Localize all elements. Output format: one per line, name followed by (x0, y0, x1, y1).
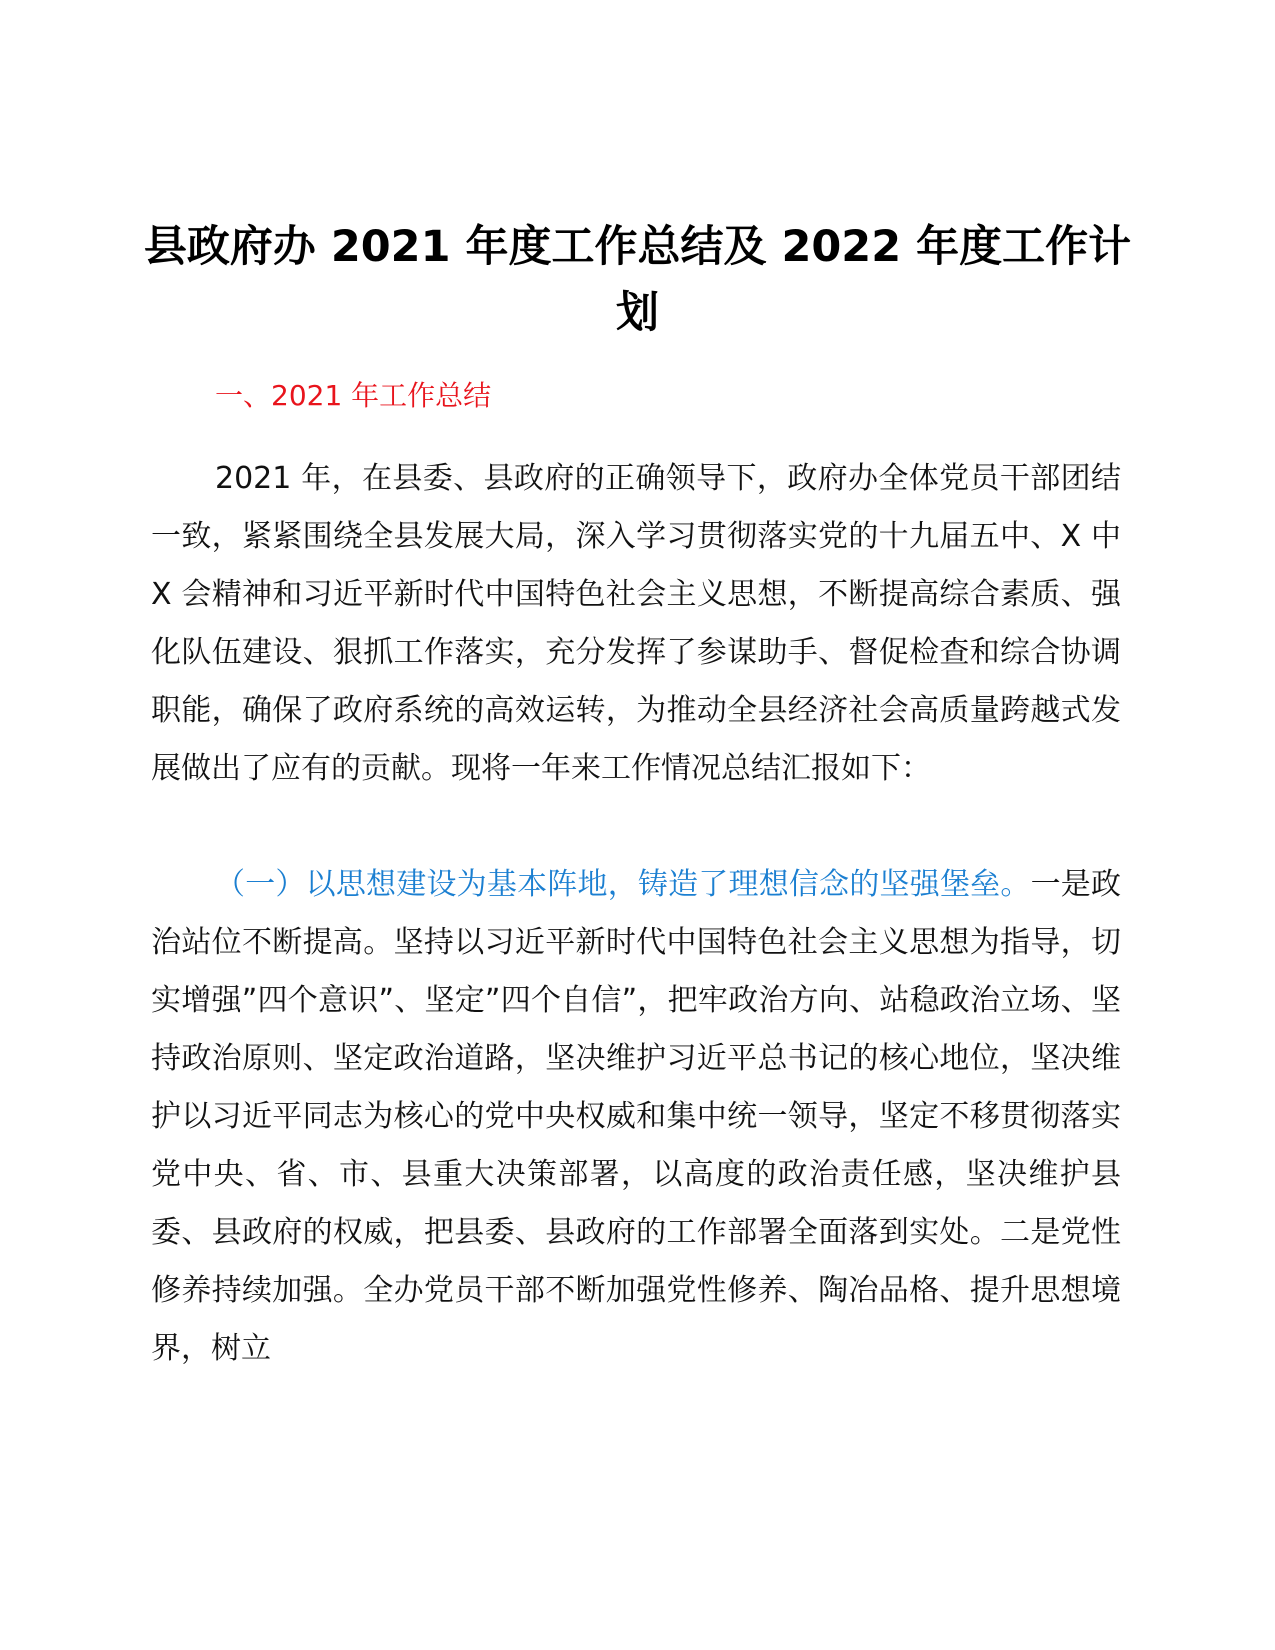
document-title: 县政府办 2021 年度工作总结及 2022 年度工作计划 (143, 222, 1132, 338)
section-heading: 一、2021 年工作总结 (215, 379, 492, 412)
intro-paragraph: 2021 年，在县委、县政府的正确领导下，政府办全体党员干部团结一致，紧紧围绕全县发展大局，深入学习贯彻落实党的十九届五中、X 中 X 会精神和习近平新时代中国特色社会主义思想，不断提高综合素质、强化队伍建设、狠抓工作落实，充分发挥了参谋助手、督促检查和综合协调职能，确保了政府系统的高效运转，为推动全县经济社会高质量跨越式发展做出了应有的贡献。现将一年来工作情况总结汇报如下： (151, 461, 1121, 786)
subsection-paragraph (151, 856, 1121, 1378)
subsection-text: 一是政治站位不断提高。坚持以习近平新时代中国特色社会主义思想为指导，切实增强”四个意识”、坚定”四个自信”，把牢政治方向、站稳政治立场、坚持政治原则、坚定政治道路，坚决维护习近平总书记的核心地位，坚决维护以习近平同志为核心的党中央权威和集中统一领导，坚定不移贯彻落实党中央、省、市、县重大决策部署，以高度的政治责任感，坚决维护县委、县政府的权威，把县委、县政府的工作部署全面落到实处。二是党性修养持续加强。全办党员干部不断加强党性修养、陶冶品格、提升思想境界，树立 (151, 867, 1122, 1366)
subsection-heading: （一）以思想建设为基本阵地，铸造了理想信念的坚强堡垒。 (215, 867, 1031, 902)
